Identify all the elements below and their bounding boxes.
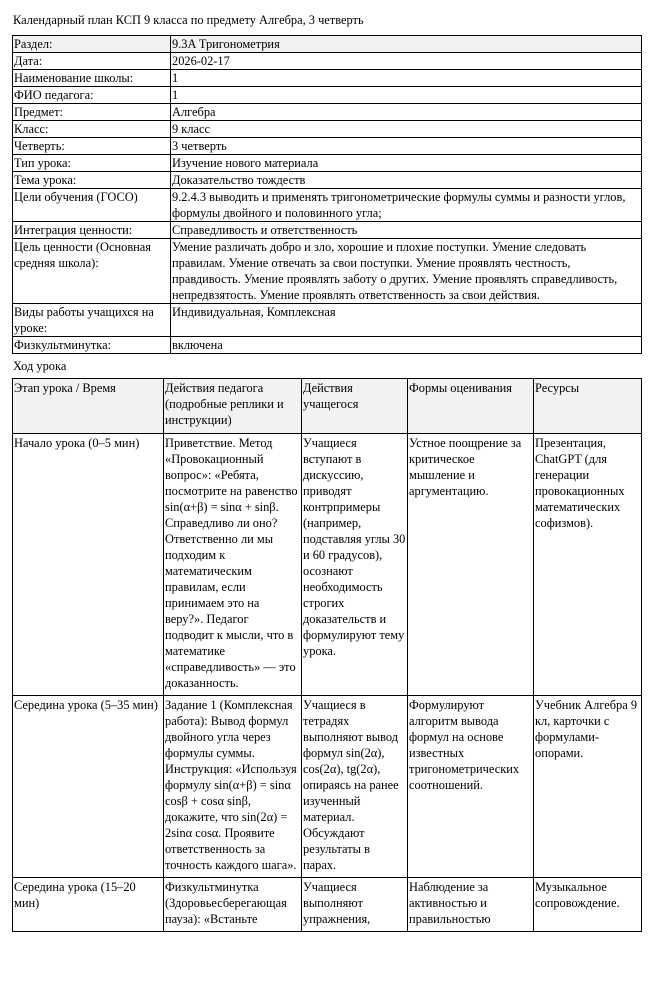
info-label: Класс:	[13, 121, 171, 138]
stage-cell: Середина урока (15–20 мин)	[13, 878, 164, 932]
info-row	[13, 239, 642, 304]
info-label: ФИО педагога:	[13, 87, 171, 104]
info-label: Цель ценности (Основная средняя школа):	[13, 239, 171, 304]
student-actions-cell: Учащиеся в тетрадях выполняют вывод формул sin(2α), cos(2α), tg(2α), опираясь на ранее изученный материал. Обсуждают результаты в парах.	[302, 696, 408, 878]
info-value: Умение различать добро и зло, хорошие и плохие поступки. Умение следовать правилам. Умение отвечать за свои поступки. Умение проявлять честность, правдивость. Умение проявлять заботу о других. Умение проявлять справедливость, непредвзятость. Умение проявлять ответственность за свои действия.	[171, 239, 642, 304]
info-row	[13, 304, 642, 337]
info-label: Дата:	[13, 53, 171, 70]
info-row	[13, 155, 642, 172]
column-header: Действия учащегося	[302, 379, 408, 434]
info-value: Изучение нового материала	[171, 155, 642, 172]
teacher-actions-cell: Задание 1 (Комплексная работа): Вывод формул двойного угла через формулы суммы. Инструкция: «Используя формулу sin(α+β) = sinα cosβ + cosα sinβ, докажите, что sin(2α) = 2sinα cosα. Проявите ответственность за точность каждого шага».	[164, 696, 302, 878]
stage-cell: Середина урока (5–35 мин)	[13, 696, 164, 878]
info-row	[13, 70, 642, 87]
info-value: 9 класс	[171, 121, 642, 138]
stage-cell: Начало урока (0–5 мин)	[13, 434, 164, 696]
info-row	[13, 337, 642, 354]
info-label: Физкультминутка:	[13, 337, 171, 354]
info-row	[13, 189, 642, 222]
column-header: Формы оценивания	[408, 379, 534, 434]
student-actions-cell: Учащиеся выполняют упражнения,	[302, 878, 408, 932]
info-value: Алгебра	[171, 104, 642, 121]
info-value: 9.3A Тригонометрия	[171, 36, 642, 53]
info-row	[13, 104, 642, 121]
info-row	[13, 121, 642, 138]
column-header: Ресурсы	[534, 379, 642, 434]
assessment-cell: Формулируют алгоритм вывода формул на основе известных тригонометрических соотношений.	[408, 696, 534, 878]
column-header: Этап урока / Время	[13, 379, 164, 434]
teacher-actions-cell: Физкультминутка (Здоровьесберегающая пауза): «Встаньте	[164, 878, 302, 932]
lesson-info-table	[12, 35, 642, 354]
info-label: Виды работы учащихся на уроке:	[13, 304, 171, 337]
info-label: Предмет:	[13, 104, 171, 121]
lesson-progress-table	[12, 378, 642, 932]
info-value: 1	[171, 70, 642, 87]
info-label: Тема урока:	[13, 172, 171, 189]
info-row	[13, 172, 642, 189]
resources-cell: Учебник Алгебра 9 кл, карточки с формулами-опорами.	[534, 696, 642, 878]
info-value: Справедливость и ответственность	[171, 222, 642, 239]
info-label: Тип урока:	[13, 155, 171, 172]
info-value: 9.2.4.3 выводить и применять тригонометрические формулы суммы и разности углов, формулы двойного и половинного угла;	[171, 189, 642, 222]
lesson-header-row	[13, 379, 642, 434]
lesson-progress-heading: Ход урока	[13, 359, 67, 373]
info-label: Цели обучения (ГОСО)	[13, 189, 171, 222]
info-row	[13, 138, 642, 155]
info-row	[13, 87, 642, 104]
info-label: Раздел:	[13, 36, 171, 53]
student-actions-cell: Учащиеся вступают в дискуссию, приводят контрпримеры (например, подставляя углы 30 и 60 градусов), осознают необходимость строгих доказательств и формулируют тему урока.	[302, 434, 408, 696]
info-value: 3 четверть	[171, 138, 642, 155]
lesson-row	[13, 878, 642, 932]
lesson-row	[13, 696, 642, 878]
document-title: Календарный план КСП 9 класса по предмету Алгебра, 3 четверть	[13, 13, 364, 27]
column-header: Действия педагога (подробные реплики и инструкции)	[164, 379, 302, 434]
resources-cell: Музыкальное сопровождение.	[534, 878, 642, 932]
info-value: включена	[171, 337, 642, 354]
info-label: Наименование школы:	[13, 70, 171, 87]
info-value: Индивидуальная, Комплексная	[171, 304, 642, 337]
info-row	[13, 36, 642, 53]
info-value: Доказательство тождеств	[171, 172, 642, 189]
teacher-actions-cell: Приветствие. Метод «Провокационный вопрос»: «Ребята, посмотрите на равенство sin(α+β) = sinα + sinβ. Справедливо ли оно? Ответственно ли мы подходим к математическим правилам, если принимаем это на веру?». Педагог подводит к мысли, что в математике «справедливость» — это доказанность.	[164, 434, 302, 696]
resources-cell: Презентация, ChatGPT (для генерации провокационных математических софизмов).	[534, 434, 642, 696]
assessment-cell: Наблюдение за активностью и правильностью	[408, 878, 534, 932]
info-value: 2026-02-17	[171, 53, 642, 70]
lesson-row	[13, 434, 642, 696]
info-value: 1	[171, 87, 642, 104]
info-label: Интеграция ценности:	[13, 222, 171, 239]
info-row	[13, 53, 642, 70]
info-row	[13, 222, 642, 239]
info-label: Четверть:	[13, 138, 171, 155]
assessment-cell: Устное поощрение за критическое мышление и аргументацию.	[408, 434, 534, 696]
